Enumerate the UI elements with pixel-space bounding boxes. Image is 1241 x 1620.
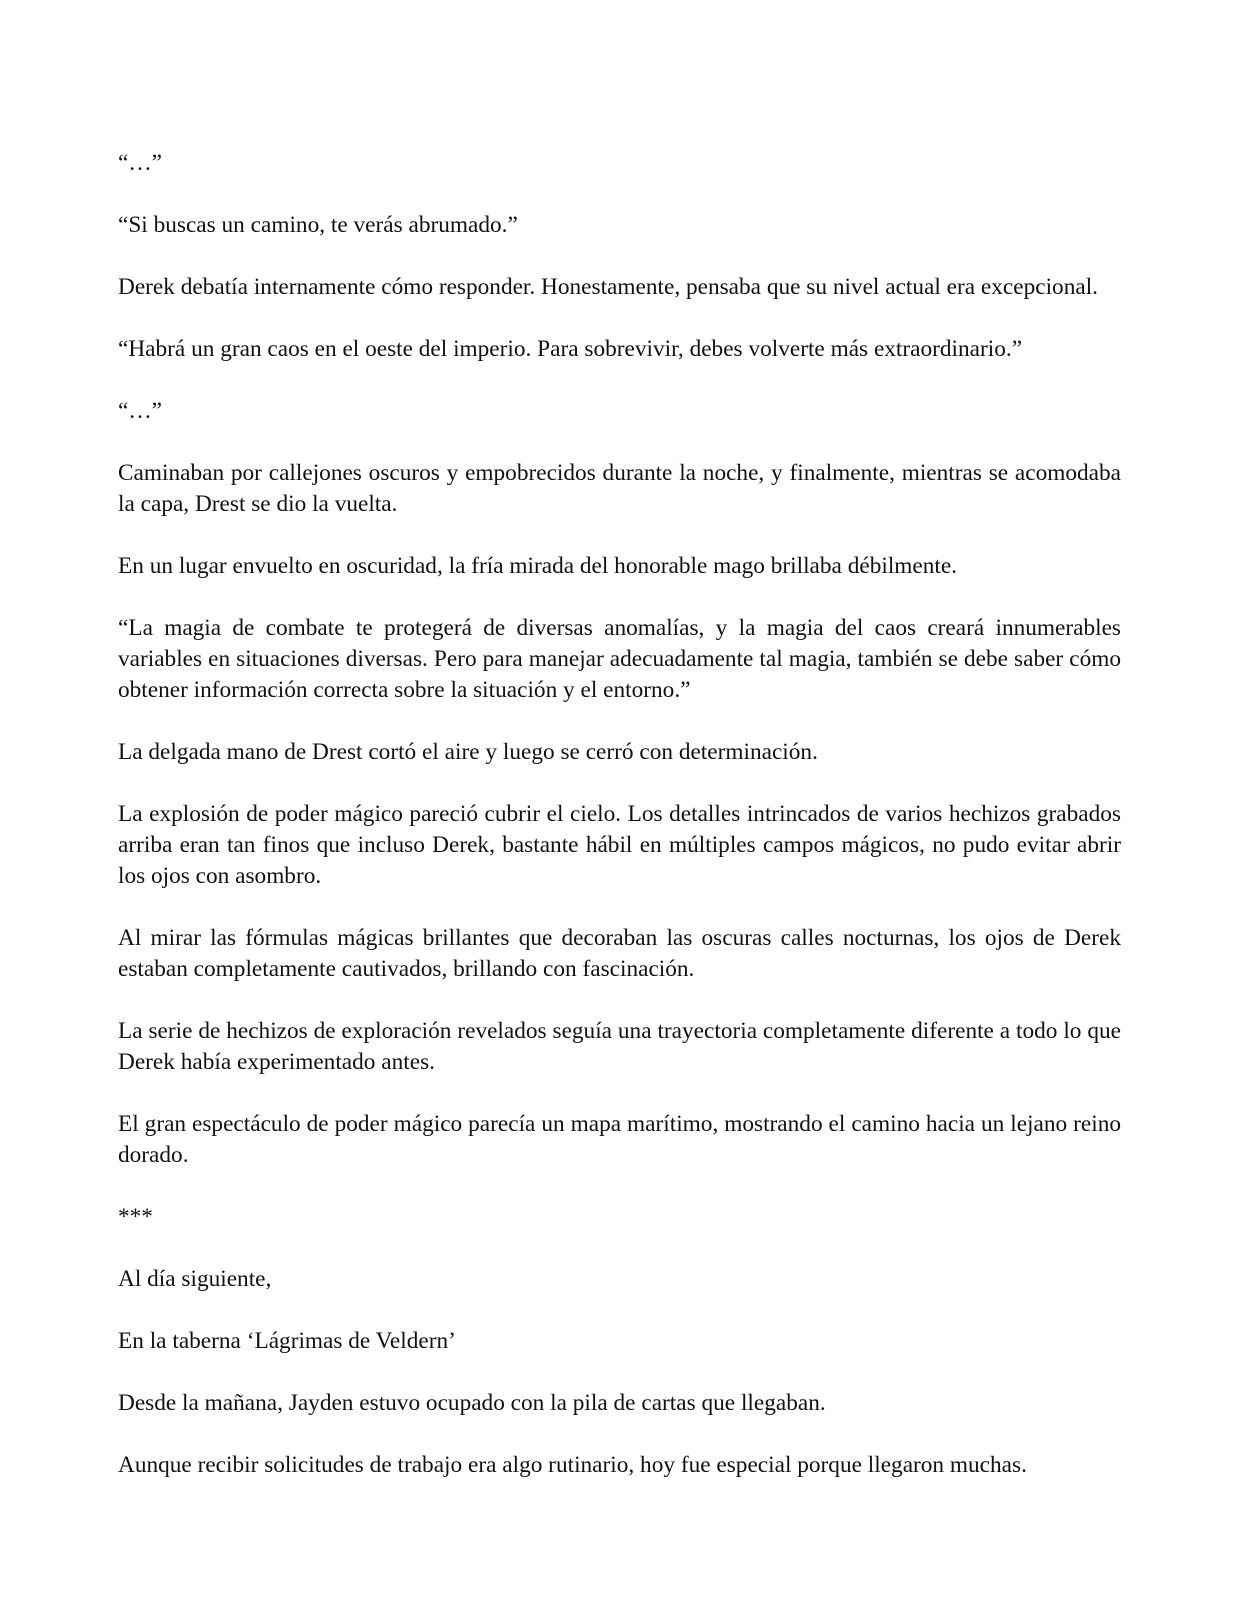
paragraph-caminaban: Caminaban por callejones oscuros y empobrecidos durante la noche, y finalmente, mientras se acomodaba la capa, Drest se dio la vuelta.: [118, 460, 1121, 517]
paragraph-serie-hechizos: La serie de hechizos de exploración revelados seguía una trayectoria completamente diferente a todo lo que Derek había experimentado antes.: [118, 1018, 1121, 1075]
paragraph-dialogue-caos: “Habrá un gran caos en el oeste del imperio. Para sobrevivir, debes volverte más extraordinario.”: [118, 336, 1023, 362]
paragraph-jayden: Desde la mañana, Jayden estuvo ocupado con la pila de cartas que llegaban.: [118, 1390, 826, 1416]
paragraph-solicitudes: Aunque recibir solicitudes de trabajo era algo rutinario, hoy fue especial porque llegaron muchas.: [118, 1452, 1027, 1478]
paragraph-espectaculo: El gran espectáculo de poder mágico parecía un mapa marítimo, mostrando el camino hacia un lejano reino dorado.: [118, 1111, 1121, 1168]
paragraph-derek-debatia: Derek debatía internamente cómo responder. Honestamente, pensaba que su nivel actual era excepcional.: [118, 274, 1098, 300]
paragraph-ellipsis-quote-1: “…”: [118, 150, 162, 176]
scene-break: ***: [118, 1204, 153, 1230]
paragraph-dialogue-magia-combate: “La magia de combate te protegerá de diversas anomalías, y la magia del caos creará innumerables variables en situaciones diversas. Pero para manejar adecuadamente tal magia, también se debe saber cómo obtener información correcta sobre la situación y el entorno.”: [118, 615, 1121, 703]
document-body: [118, 148, 1121, 1481]
paragraph-explosion: La explosión de poder mágico pareció cubrir el cielo. Los detalles intrincados de varios hechizos grabados arriba eran tan finos que incluso Derek, bastante hábil en múltiples campos mágicos, no pudo evitar abrir los ojos con asombro.: [118, 801, 1121, 889]
paragraph-taberna: En la taberna ‘Lágrimas de Veldern’: [118, 1328, 456, 1354]
paragraph-dia-siguiente: Al día siguiente,: [118, 1266, 272, 1292]
paragraph-ellipsis-quote-2: “…”: [118, 398, 162, 424]
paragraph-lugar-oscuridad: En un lugar envuelto en oscuridad, la fría mirada del honorable mago brillaba débilmente.: [118, 553, 958, 579]
paragraph-mano-drest: La delgada mano de Drest cortó el aire y luego se cerró con determinación.: [118, 739, 818, 765]
paragraph-formulas-magicas: Al mirar las fórmulas mágicas brillantes que decoraban las oscuras calles nocturnas, los ojos de Derek estaban completamente cautivados, brillando con fascinación.: [118, 925, 1121, 982]
paragraph-dialogue-camino: “Si buscas un camino, te verás abrumado.”: [118, 212, 518, 238]
